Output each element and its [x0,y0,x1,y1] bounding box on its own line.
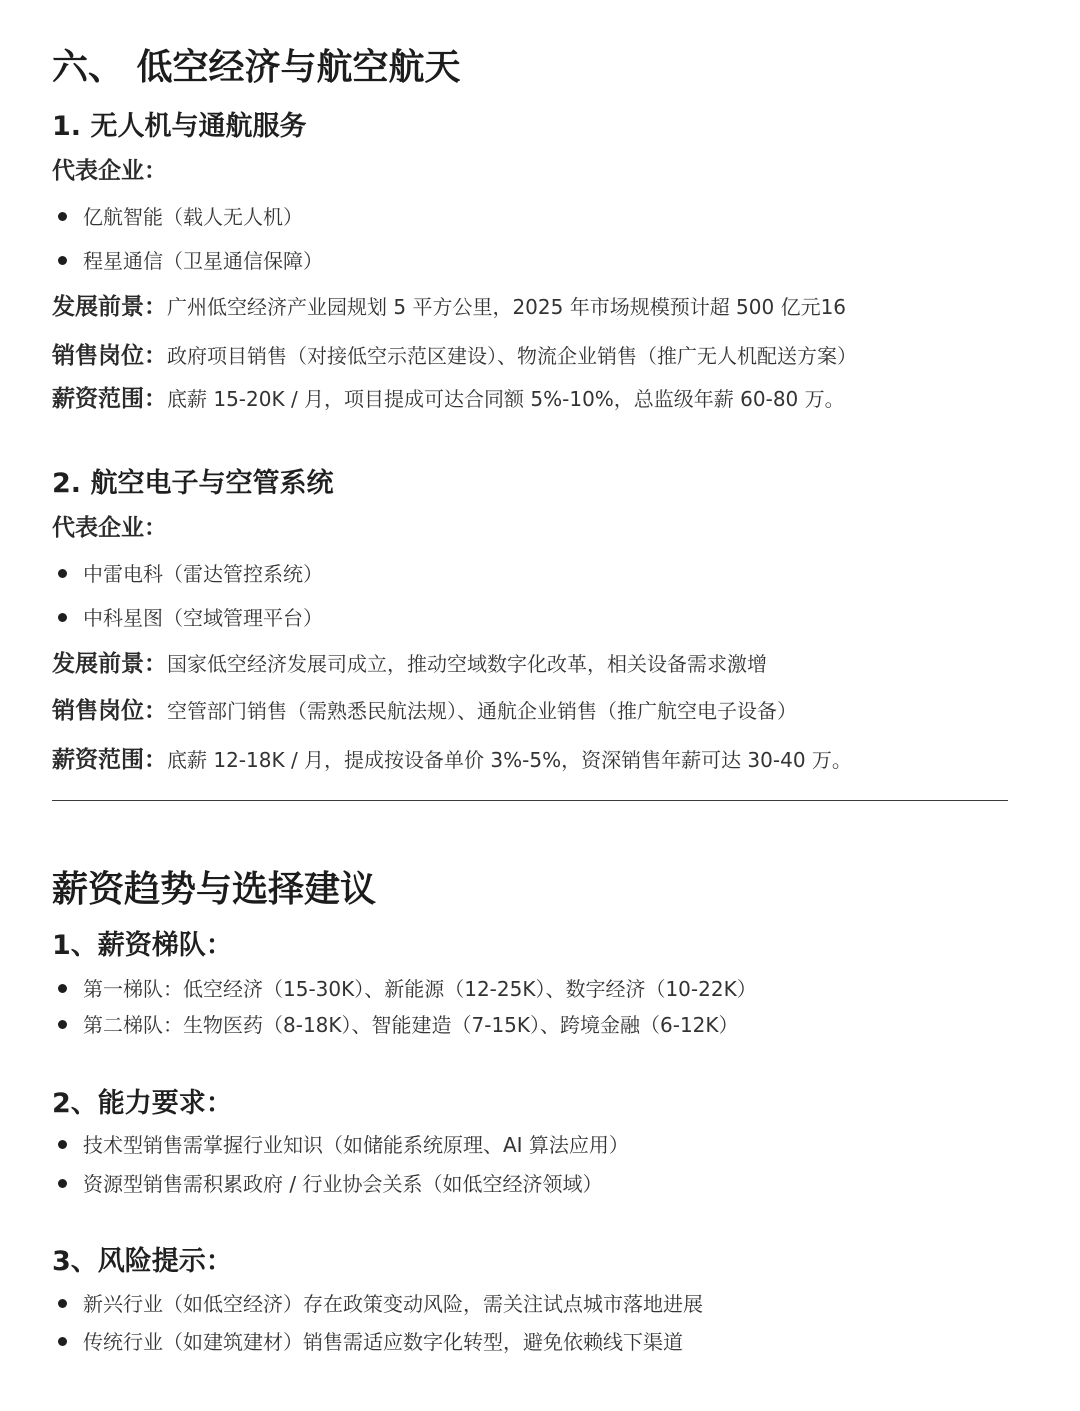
subheading-ability: 2、能力要求： [52,1088,233,1119]
bullet-dot-icon [58,1337,67,1346]
bullet-dot-icon [58,613,67,622]
bullet-dot-icon [58,569,67,578]
prospect-row: 发展前景：广州低空经济产业园规划 5 平方公里，2025 年市场规模预计超 500 亿元16 [52,294,847,320]
list-item: 技术型销售需掌握行业知识（如储能系统原理、AI 算法应用） [52,1130,629,1160]
companies-label: 代表企业： [52,515,167,541]
subheading-risk: 3、风险提示： [52,1246,233,1277]
salary-row: 薪资范围：底薪 12-18K / 月，提成按设备单价 3%-5%，资深销售年薪可达 30-40 万。 [52,747,852,773]
sales-row: 销售岗位：空管部门销售（需熟悉民航法规）、通航企业销售（推广航空电子设备） [52,698,797,724]
list-item: 第二梯队：生物医药（8-18K）、智能建造（7-15K）、跨境金融（6-12K） [52,1010,739,1040]
subheading-drone-services: 1. 无人机与通航服务 [52,111,307,142]
bullet-dot-icon [58,984,67,993]
sales-row: 销售岗位：政府项目销售（对接低空示范区建设）、物流企业销售（推广无人机配送方案） [52,343,857,369]
list-item: 亿航智能（载人无人机） [52,202,303,232]
list-item: 资源型销售需积累政府 / 行业协会关系（如低空经济领域） [52,1169,602,1199]
list-item: 第一梯队：低空经济（15-30K）、新能源（12-25K）、数字经济（10-22K） [52,974,757,1004]
section-divider [52,800,1008,801]
list-item: 中科星图（空域管理平台） [52,603,323,633]
list-item: 新兴行业（如低空经济）存在政策变动风险，需关注试点城市落地进展 [52,1289,703,1319]
bullet-dot-icon [58,212,67,221]
bullet-dot-icon [58,1299,67,1308]
section-title-salary-trends: 薪资趋势与选择建议 [52,869,377,910]
section-title-low-altitude: 六、 低空经济与航空航天 [52,47,461,88]
prospect-row: 发展前景：国家低空经济发展司成立，推动空域数字化改革，相关设备需求激增 [52,651,767,677]
list-item: 程星通信（卫星通信保障） [52,246,323,276]
bullet-dot-icon [58,1020,67,1029]
subheading-avionics: 2. 航空电子与空管系统 [52,468,334,499]
subheading-salary-tiers: 1、薪资梯队： [52,930,233,961]
bullet-dot-icon [58,1179,67,1188]
bullet-dot-icon [58,1140,67,1149]
salary-row: 薪资范围：底薪 15-20K / 月，项目提成可达合同额 5%-10%，总监级年薪 60-80 万。 [52,386,845,412]
list-item: 中雷电科（雷达管控系统） [52,559,323,589]
bullet-dot-icon [58,256,67,265]
list-item: 传统行业（如建筑建材）销售需适应数字化转型，避免依赖线下渠道 [52,1327,683,1357]
companies-label: 代表企业： [52,158,167,184]
